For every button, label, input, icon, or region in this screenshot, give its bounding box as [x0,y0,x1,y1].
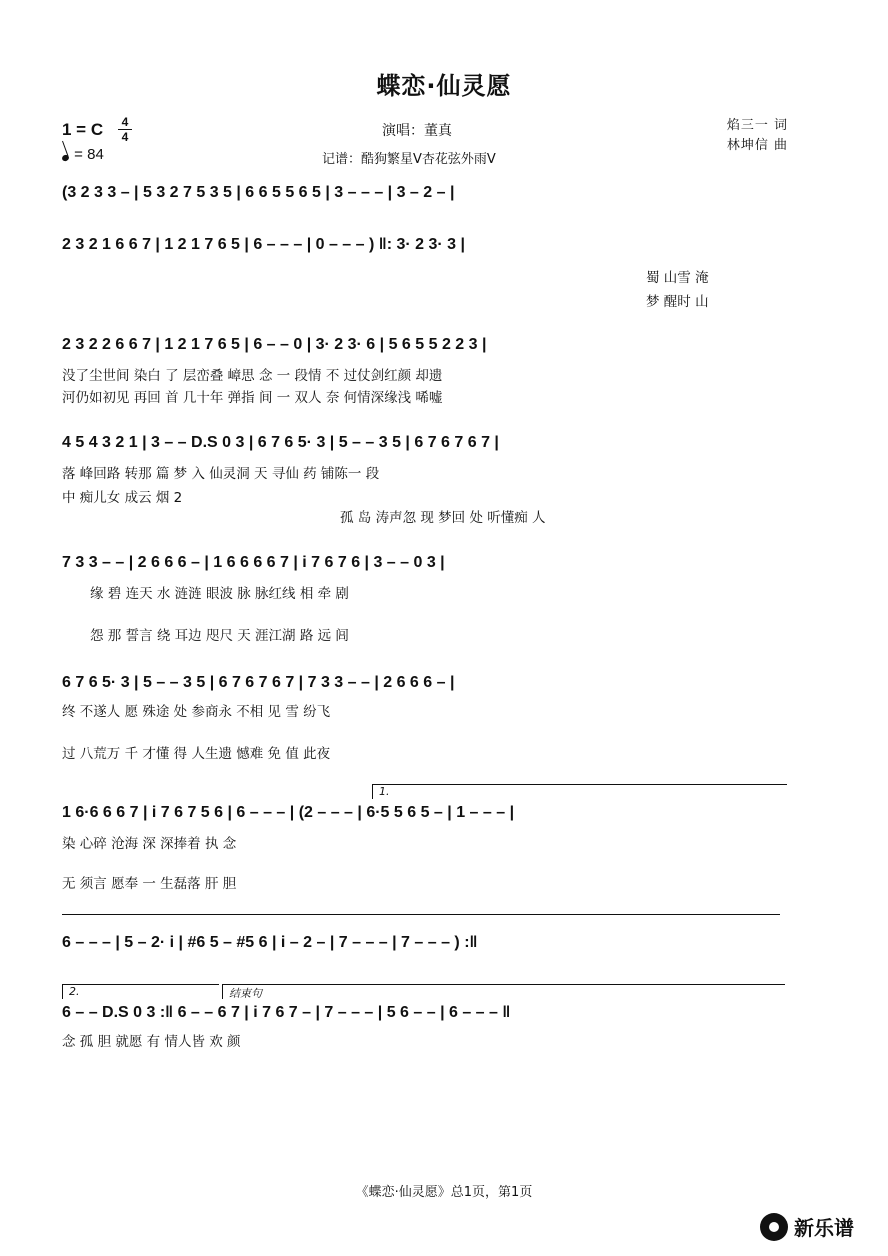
transcriber-credit: 记谱：酷狗繁星V杏花弦外雨V [322,152,496,167]
coda-bracket: 结束句 [222,984,785,999]
song-title: 蝶恋·仙灵愿 [376,72,512,100]
notes-row-6: 6 7 6 5· 3 | 5 – – 3 5 | 6 7 6 7 6 7 | 7 3 3 – – | 2 6 6 6 – | [62,674,455,691]
music-disc-icon [760,1213,788,1241]
lyrics-row-8a: 念 孤 胆 就愿 有 情人皆 欢 颜 [62,1034,241,1050]
staff-row-4 [62,434,782,464]
tempo-marking [62,146,104,163]
staff-row-7 [62,804,782,834]
notes-row-4: 4 5 4 3 2 1 | 3 – – D.S 0 3 | 6 7 6 5· 3 | 5 – – 3 5 | 6 7 6 7 6 7 | [62,434,499,451]
repeat-bracket-line [62,914,780,915]
notes-row-2: 2 3 2 1 6 6 7 | 1 2 1 7 6 5 | 6 – – – | 0 – – – ) ‖: 3· 2 3· 3 | [62,236,465,253]
staff-row-8 [62,934,782,964]
staff-row-2 [62,236,782,266]
tempo-value: = 84 [74,146,104,163]
lyrics-row-3b: 中 痴儿女 成云 烟 2 [62,490,183,506]
lyrics-row-3a: 落 峰回路 转那 篇 梦 入 仙灵洞 天 寻仙 药 铺陈一 段 [62,466,380,482]
lyrics-row-6b: 无 须言 愿奉 一 生磊落 肝 胆 [62,876,237,892]
key-signature: 1 = C [62,120,104,139]
time-signature [118,116,132,143]
logo-text: 新乐谱 [794,1216,854,1240]
lyrics-row-3c: 孤 岛 涛声忽 现 梦回 处 听懂痴 人 [340,510,546,526]
second-ending-bracket: 2. [62,984,219,999]
lyrics-row-5a: 终 不遂人 愿 殊途 处 参商永 不相 见 雪 纷飞 [62,704,331,720]
staff-row-3 [62,336,782,366]
singer-credit: 演唱：董真 [382,123,452,139]
lyrics-row-1b: 梦 醒时 山 [646,294,709,310]
first-ending-bracket: 1. [372,784,787,799]
lyrics-row-4a: 缘 碧 连天 水 涟涟 眼波 脉 脉红线 相 牵 剧 [90,586,349,602]
notes-row-3: 2 3 2 2 6 6 7 | 1 2 1 7 6 5 | 6 – – 0 | 3· 2 3· 6 | 5 6 5 5 2 2 3 | [62,336,487,353]
notes-row-1: (3 2 3 3 – | 5 3 2 7 5 3 5 | 6 6 5 5 6 5 | 3 – – – | 3 – 2 – | [62,184,455,201]
lyrics-row-2a: 没了尘世间 染白 了 层峦叠 嶂思 念 一 段情 不 过仗剑红颜 却遗 [62,368,443,384]
time-sig-bottom: 4 [121,130,129,144]
notes-row-7: 1 6·6 6 6 7 | i 7 6 7 5 6 | 6 – – – | (2 – – – | 6·5 5 6 5 – | 1 – – – | [62,804,515,821]
lyrics-row-1a: 蜀 山雪 淹 [646,270,709,286]
page-footer: 《蝶恋·仙灵愿》总1页，第1页 [355,1185,533,1200]
notes-row-8: 6 – – – | 5 – 2· i | #6 5 – #5 6 | i – 2 – | 7 – – – | 7 – – – ) :‖ [62,934,478,951]
staff-row-5 [62,554,782,584]
time-sig-top: 4 [121,115,129,129]
site-logo [760,1212,854,1241]
notes-row-5: 7 3 3 – – | 2 6 6 6 – | 1 6 6 6 6 7 | i 7 6 7 6 | 3 – – 0 3 | [62,554,445,571]
quarter-note-icon [61,154,70,162]
lyrics-row-4b: 怨 那 誓言 绕 耳边 咫尺 天 涯江湖 路 远 闾 [90,628,349,644]
lyrics-row-6a: 染 心碎 沧海 深 深捧着 执 念 [62,836,237,852]
lyrics-row-5b: 过 八荒万 千 才懂 得 人生遗 憾难 免 值 此夜 [62,746,331,762]
composer-credit: 林坤信 曲 [726,138,788,153]
lyrics-row-2b: 河仍如初见 再回 首 几十年 弹指 间 一 双人 奈 何情深缘浅 唏嘘 [62,390,443,406]
staff-row-1 [62,184,782,214]
lyricist-credit: 焰三一 词 [726,118,788,133]
notes-row-9: 6 – – D.S 0 3 :‖ 6 – – 6 7 | i 7 6 7 – | 7 – – – | 5 6 – – | 6 – – – ‖ [62,1004,511,1021]
